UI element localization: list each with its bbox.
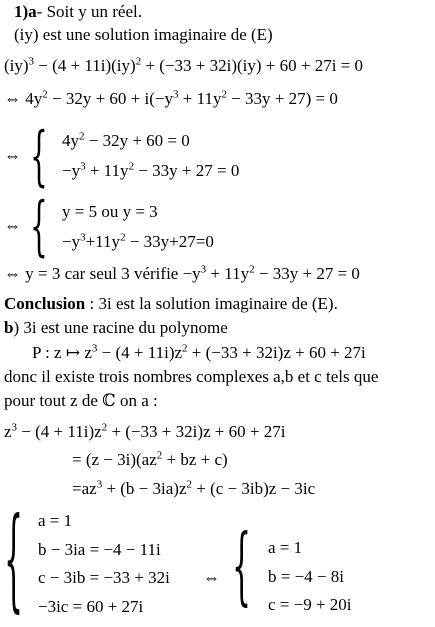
equiv-arrow: ⇔ <box>203 568 220 587</box>
factor-line-2: = $(z - 3i)(az^2$ + bz + c) <box>72 449 228 469</box>
right-system-row2: b = −4 − 8i <box>268 567 344 586</box>
system1-brace: { <box>30 118 48 194</box>
system1-arrow: ⇔ <box>4 146 21 165</box>
left-system-row1: a = 1 <box>38 511 73 530</box>
equation-3: ⇔ y = 3 car seul 3 vérifie $-y^3 + 11y^2 - 33y + 27 = 0$ <box>4 263 360 283</box>
conclusion-label: Conclusion <box>4 294 86 313</box>
factor-line-1: $z^3 - (4 + 11i)z^2 + (-33 + 32i)z + 60 + 27i$ <box>4 421 286 441</box>
right-system-brace: { <box>232 518 252 617</box>
part-b-title: ) 3i est une racine du polynome <box>13 318 228 337</box>
left-system-row3: c − 3ib = −33 + 32i <box>38 568 170 587</box>
system1-row2: $-y^3 + 11y^2 - 33y + 27 = 0$ <box>62 160 240 180</box>
factor-line-3: $=az^3 + (b - 3ia)z^2 + (c - 3ib)z - 3ic$ <box>72 478 316 498</box>
right-system-row3: c = −9 + 20i <box>268 595 352 614</box>
conclusion <box>4 294 338 314</box>
right-system-row1: a = 1 <box>268 538 303 557</box>
text-line-2: pour tout z de ℂ on a : <box>4 391 158 410</box>
equation-1: (iy)$^3$ − (4 + 11i)(iy)$^2$ + (−33 + 32i)(iy) + 60 + 27i = 0 <box>4 55 364 75</box>
part-a-line2: (iy) est une solution imaginaire de (E) <box>14 25 273 44</box>
equation-2: ⇔ $4y^2 - 32y + 60 + i(-y^3 + 11y^2 - 33y + 27) = 0$ <box>4 88 338 108</box>
system1-row1: $4y^2 - 32y + 60 = 0$ <box>62 130 190 150</box>
system2-row1: y = 5 ou y = 3 <box>62 202 158 221</box>
polynomial-definition: P : z ↦ $z^3 - (4 + 11i)z^2 + (-33 + 32i)z + 60 + 27i$ <box>32 342 366 362</box>
system2-brace: { <box>30 188 48 264</box>
conclusion-text: : 3i est la solution imaginaire de (E). <box>85 294 338 313</box>
part-a-label: 1)a <box>14 2 37 21</box>
part-a-header <box>14 2 142 22</box>
left-system-row2: b − 3ia = −4 − 11i <box>38 540 161 559</box>
part-b-header <box>4 318 228 338</box>
part-b-label: b <box>4 318 14 337</box>
system2-row2: $-y^3+11y^2 - 33y+27=0$ <box>62 231 214 251</box>
left-system-brace: { <box>4 496 24 627</box>
part-a-intro: - Soit y un réel. <box>36 2 142 21</box>
left-system-row4: −3ic = 60 + 27i <box>38 597 144 616</box>
text-line-1: donc il existe trois nombres complexes a,b et c tels que <box>4 367 379 386</box>
system2-arrow: ⇔ <box>4 216 21 235</box>
